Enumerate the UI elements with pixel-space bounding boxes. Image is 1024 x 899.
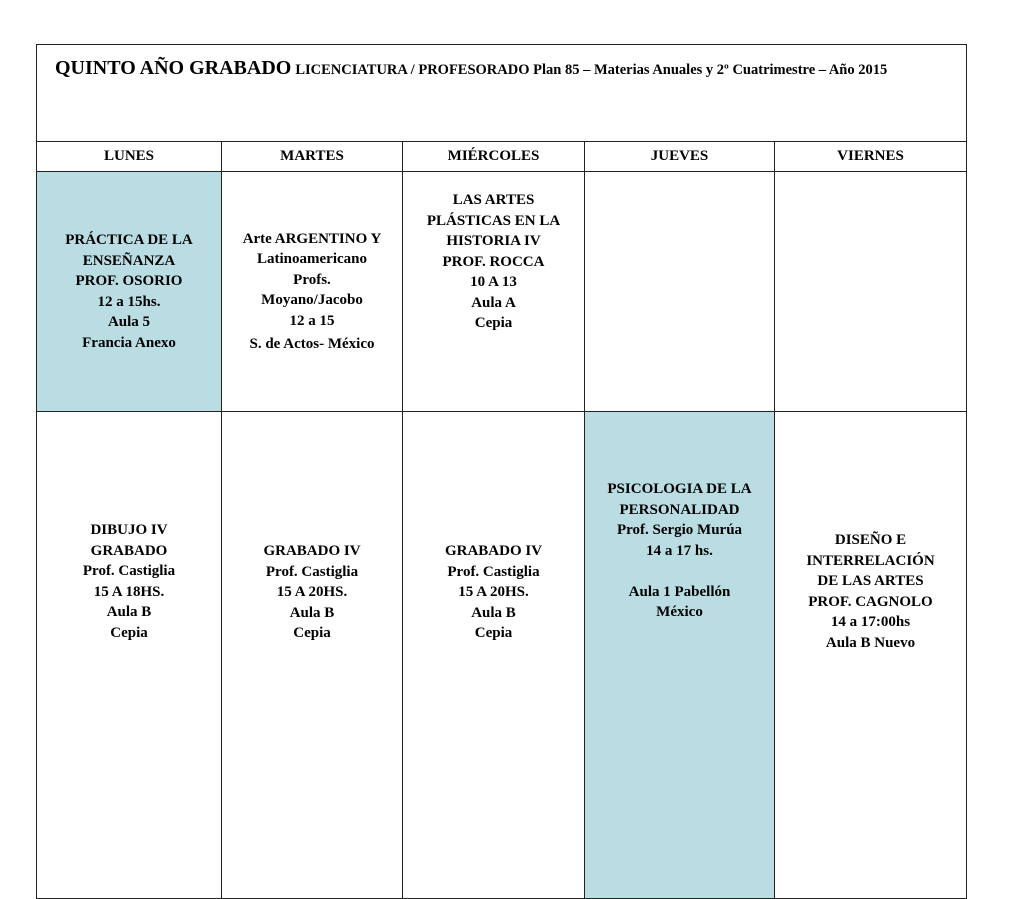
class-line: Prof. Castiglia	[265, 563, 359, 580]
class-line: Cepia	[110, 624, 148, 641]
class-cell-lunes-2	[37, 412, 222, 899]
day-header-jueves: JUEVES	[585, 142, 775, 172]
class-info	[585, 479, 774, 623]
class-line: Francia Anexo	[82, 334, 176, 351]
class-line: GRABADO IV	[263, 543, 361, 559]
class-line: GRABADO	[90, 542, 168, 559]
class-line: 14 a 17:00hs	[830, 614, 911, 630]
class-line: Profs.	[293, 271, 331, 288]
class-cell-jueves-2	[585, 412, 775, 899]
class-line: Prof. Sergio Murúa	[616, 522, 743, 538]
class-line: PSICOLOGIA DE LA	[607, 481, 752, 497]
class-cell-jueves-1	[585, 172, 775, 412]
class-line: Arte ARGENTINO Y	[242, 230, 382, 247]
class-line: PRÁCTICA DE LA	[65, 232, 193, 248]
class-line: Prof. Castiglia	[82, 563, 176, 579]
class-line: HISTORIA IV	[446, 233, 541, 249]
class-line: 10 A 13	[470, 274, 517, 290]
class-cell-lunes-1	[37, 172, 222, 412]
class-line: Cepia	[474, 625, 513, 641]
class-line	[591, 561, 768, 582]
class-info	[37, 230, 221, 353]
class-cell-martes-1	[222, 172, 403, 412]
class-line: 14 a 17 hs.	[646, 542, 713, 559]
class-info	[222, 541, 402, 644]
title-main: QUINTO AÑO GRABADO	[55, 57, 292, 79]
class-line: Moyano/Jacobo	[261, 292, 363, 308]
class-info	[403, 541, 584, 644]
class-line: 12 a 15	[289, 312, 335, 329]
class-info	[403, 190, 584, 334]
class-cell-miercoles-1	[403, 172, 585, 412]
page-title	[55, 57, 966, 80]
class-line: GRABADO IV	[444, 543, 543, 559]
day-header-miercoles: MIÉRCOLES	[403, 142, 585, 172]
title-sub: LICENCIATURA / PROFESORADO Plan 85 – Materias Anuales y 2º Cuatrimestre – Año 2015	[295, 62, 888, 78]
class-line: Cepia	[474, 315, 513, 331]
class-info	[37, 520, 221, 643]
class-line: DISEÑO E	[834, 532, 907, 548]
class-line: 15 A 18HS.	[93, 583, 165, 600]
class-cell-martes-2	[222, 412, 403, 899]
class-line: Aula A	[471, 294, 516, 311]
class-line: Aula B	[106, 604, 152, 620]
schedule-table	[36, 44, 967, 899]
class-line: PROF. ROCCA	[442, 253, 545, 270]
class-line: S. de Actos- México	[249, 336, 375, 352]
class-line: PROF. CAGNOLO	[808, 593, 933, 610]
class-info	[222, 229, 402, 355]
class-line: 15 A 20HS.	[276, 584, 348, 600]
day-header-martes: MARTES	[222, 142, 403, 172]
class-line: PERSONALIDAD	[619, 501, 740, 518]
class-line: Aula B Nuevo	[825, 634, 916, 651]
day-header-lunes: LUNES	[37, 142, 222, 172]
class-line: Cepia	[293, 625, 331, 641]
day-header-viernes: VIERNES	[775, 142, 967, 172]
class-cell-viernes-2	[775, 412, 967, 899]
class-line: Aula 5	[107, 314, 151, 330]
schedule-header	[37, 45, 967, 142]
class-line: DE LAS ARTES	[817, 573, 924, 589]
class-line: INTERRELACIÓN	[806, 552, 935, 569]
class-line: Latinoamericano	[257, 251, 367, 267]
class-line: 12 a 15hs.	[97, 293, 161, 310]
class-line: Aula 1 Pabellón	[628, 583, 731, 600]
class-info	[775, 530, 966, 653]
class-line: LAS ARTES	[452, 192, 535, 208]
class-line: México	[656, 604, 703, 620]
class-line: ENSEÑANZA	[82, 252, 176, 269]
class-line: Aula B	[471, 604, 516, 621]
class-line: PLÁSTICAS EN LA	[426, 212, 561, 229]
class-cell-viernes-1	[775, 172, 967, 412]
class-line: Prof. Castiglia	[447, 563, 540, 580]
class-line: PROF. OSORIO	[75, 273, 183, 289]
class-line: 15 A 20HS.	[458, 584, 529, 600]
class-line: Aula B	[289, 604, 335, 621]
class-line: DIBUJO IV	[90, 522, 168, 538]
class-cell-miercoles-2	[403, 412, 585, 899]
